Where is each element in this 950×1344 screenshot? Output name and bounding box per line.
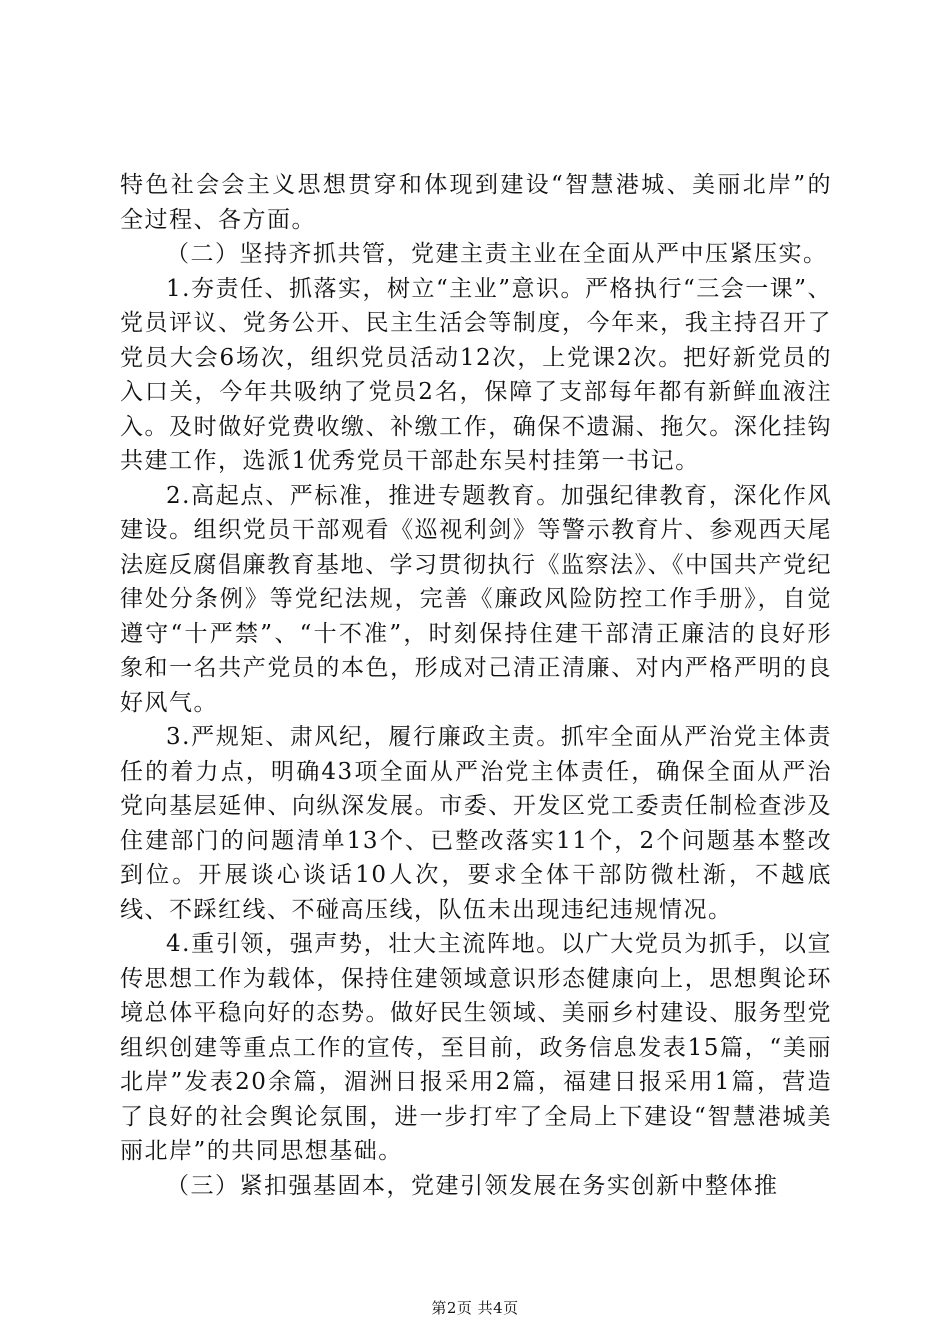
paragraph-item-3: 3.严规矩、肃风纪，履行廉政主责。抓牢全面从严治党主体责任的着力点，明确43项全面从严治党主体责任，确保全面从严治党向基层延伸、向纵深发展。市委、开发区党工委责任制检查涉及住建部门的问题清单13个、已整改落实11个，2个问题基本整改到位。开展谈心谈话10人次，要求全体干部防微杜渐，不越底线、不踩红线、不碰高压线，队伍未出现违纪违规情况。 (120, 724, 832, 923)
paragraph-continuation: 特色社会会主义思想贯穿和体现到建设“智慧港城、美丽北岸”的全过程、各方面。 (120, 172, 832, 233)
paragraph-item-1: 1.夯责任、抓落实，树立“主业”意识。严格执行“三会一课”、党员评议、党务公开、民主生活会等制度，今年来，我主持召开了党员大会6场次，组织党员活动12次，上党课2次。把好新党员的入口关，今年共吸纳了党员2名，保障了支部每年都有新鲜血液注入。及时做好党费收缴、补缴工作，确保不遗漏、拖欠。深化挂钩共建工作，选派1优秀党员干部赴东吴村挂第一书记。 (120, 275, 832, 474)
paragraph-item-4: 4.重引领，强声势，壮大主流阵地。以广大党员为抓手，以宣传思想工作为载体，保持住建领域意识形态健康向上，思想舆论环境总体平稳向好的态势。做好民生领域、美丽乡村建设、服务型党组织创建等重点工作的宣传，至目前，政务信息发表15篇，“美丽北岸”发表20余篇，湄洲日报采用2篇，福建日报采用1篇，营造了良好的社会舆论氛围，进一步打牢了全局上下建设“智慧港城美丽北岸”的共同思想基础。 (120, 931, 832, 1164)
document-body (120, 168, 832, 1203)
page-number-footer: 第2页 共4页 (431, 1299, 519, 1317)
section-heading-2: （二）坚持齐抓共管，党建主责主业在全面从严中压紧压实。 (166, 241, 828, 267)
paragraph-item-2: 2.高起点、严标准，推进专题教育。加强纪律教育，深化作风建设。组织党员干部观看《巡视利剑》等警示教育片、参观西天尾法庭反腐倡廉教育基地、学习贯彻执行《监察法》、《中国共产党纪律处分条例》等党纪法规，完善《廉政风险防控工作手册》，自觉遵守“十严禁”、“十不准”，时刻保持住建干部清正廉洁的良好形象和一名共产党员的本色，形成对己清正清廉、对内严格严明的良好风气。 (120, 482, 832, 716)
section-heading-3: （三）紧扣强基固本，党建引领发展在务实创新中整体推 (166, 1172, 779, 1199)
